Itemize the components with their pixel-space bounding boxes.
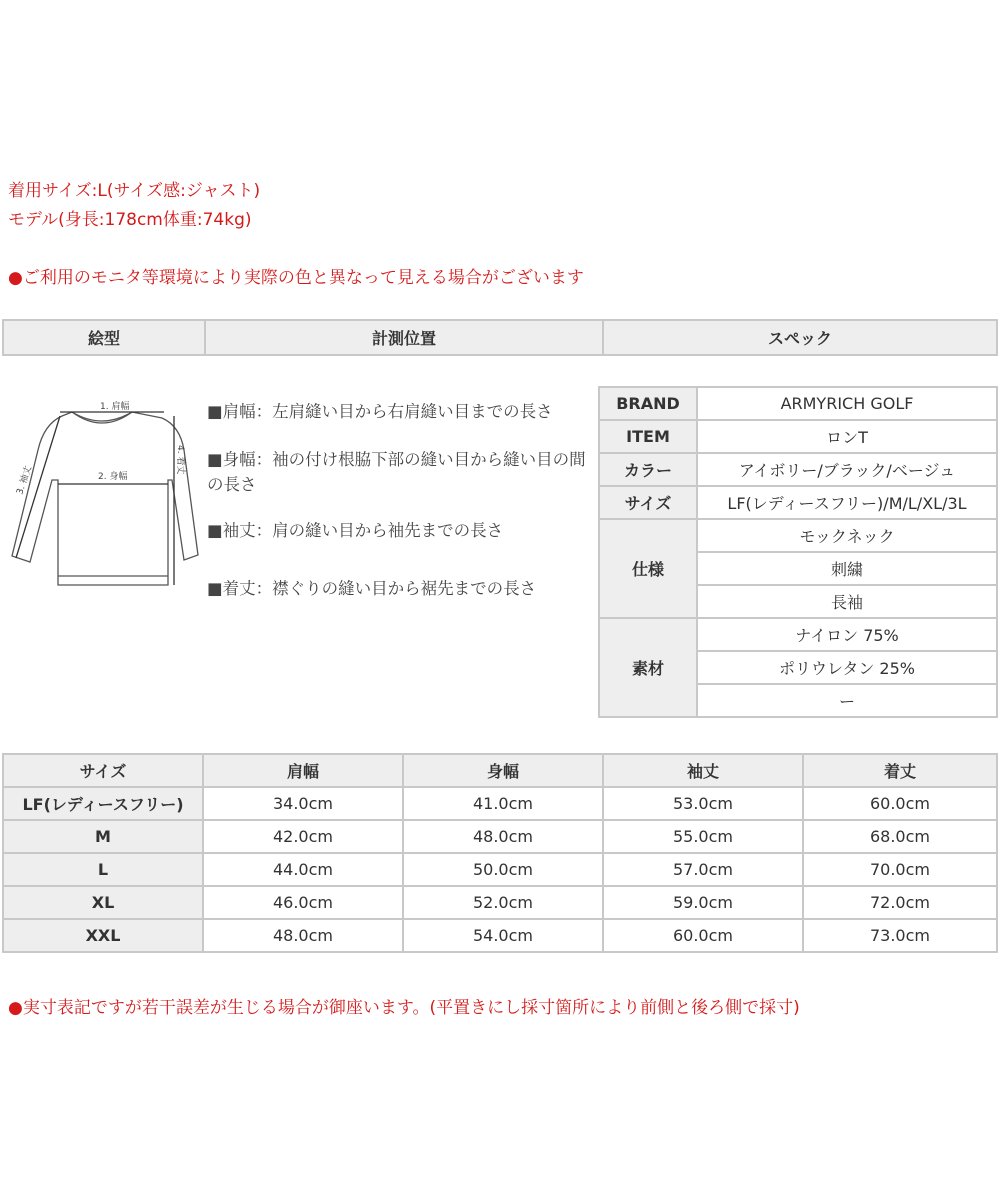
table-row	[3, 820, 997, 853]
measurement-descriptions	[207, 400, 592, 625]
size-header-sleeve: 袖丈	[603, 754, 803, 787]
size-cell: 60.0cm	[803, 787, 997, 820]
size-table	[2, 753, 998, 953]
table-row	[3, 853, 997, 886]
size-header-size: サイズ	[3, 754, 203, 787]
size-cell: 48.0cm	[403, 820, 603, 853]
size-header-shoulder: 肩幅	[203, 754, 403, 787]
spec-brand-label: BRAND	[599, 387, 697, 420]
size-cell: 44.0cm	[203, 853, 403, 886]
desc-sleeve: ■袖丈：肩の縫い目から袖先までの長さ	[207, 521, 504, 541]
spec-size-value: LF(レディースフリー)/M/L/XL/3L	[697, 486, 997, 519]
spec-color-label: カラー	[599, 453, 697, 486]
wearing-size-text: 着用サイズ:L(サイズ感:ジャスト)	[8, 181, 261, 201]
size-name: XL	[3, 886, 203, 919]
size-name: XXL	[3, 919, 203, 952]
size-name: LF(レディースフリー)	[3, 787, 203, 820]
spec-feature-neck: モックネック	[697, 519, 997, 552]
header-pattern: 絵型	[3, 320, 205, 355]
spec-size-label: サイズ	[599, 486, 697, 519]
desc-chest: ■身幅：袖の付け根脇下部の縫い目から縫い目の間の長さ	[207, 449, 586, 494]
desc-shoulder: ■肩幅：左肩縫い目から右肩縫い目までの長さ	[207, 402, 553, 421]
diagram-label-length: 4. 着丈	[175, 445, 185, 475]
table-row	[3, 787, 997, 820]
size-cell: 34.0cm	[203, 787, 403, 820]
section-header-table	[2, 319, 998, 356]
spec-brand-value: ARMYRICH GOLF	[697, 387, 997, 420]
size-cell: 52.0cm	[403, 886, 603, 919]
spec-feature-embroidery: 刺繍	[697, 552, 997, 585]
size-cell: 55.0cm	[603, 820, 803, 853]
size-cell: 50.0cm	[403, 853, 603, 886]
size-cell: 57.0cm	[603, 853, 803, 886]
spec-item-label: ITEM	[599, 420, 697, 453]
table-row	[3, 919, 997, 952]
size-cell: 42.0cm	[203, 820, 403, 853]
spec-color-value: アイボリー/ブラック/ベージュ	[697, 453, 997, 486]
size-header-length: 着丈	[803, 754, 997, 787]
diagram-label-shoulder: 1. 肩幅	[100, 402, 130, 412]
size-cell: 70.0cm	[803, 853, 997, 886]
size-header-chest: 身幅	[403, 754, 603, 787]
spec-material-label: 素材	[599, 618, 697, 717]
model-info-text: モデル(身長:178cm体重:74kg)	[8, 210, 252, 230]
spec-material-nylon: ナイロン 75%	[697, 618, 997, 651]
table-row	[3, 886, 997, 919]
diagram-label-sleeve: 3. 袖丈	[15, 464, 34, 496]
size-name: M	[3, 820, 203, 853]
size-cell: 48.0cm	[203, 919, 403, 952]
size-cell: 54.0cm	[403, 919, 603, 952]
spec-material-empty: ー	[697, 684, 997, 717]
spec-item-value: ロンT	[697, 420, 997, 453]
header-spec: スペック	[603, 320, 997, 355]
spec-table	[598, 386, 998, 718]
size-cell: 68.0cm	[803, 820, 997, 853]
size-cell: 53.0cm	[603, 787, 803, 820]
size-cell: 60.0cm	[603, 919, 803, 952]
size-cell: 72.0cm	[803, 886, 997, 919]
spec-material-polyurethane: ポリウレタン 25%	[697, 651, 997, 684]
measurement-error-note: ●実寸表記ですが若干誤差が生じる場合が御座います。(平置きにし採寸箇所により前側と後ろ側で採寸)	[8, 998, 800, 1018]
size-cell: 59.0cm	[603, 886, 803, 919]
shirt-outline	[12, 412, 198, 585]
desc-length: ■着丈：襟ぐりの縫い目から裾先までの長さ	[207, 579, 537, 598]
header-position: 計測位置	[205, 320, 603, 355]
spec-features-label: 仕様	[599, 519, 697, 618]
spec-feature-sleeve: 長袖	[697, 585, 997, 618]
garment-diagram	[2, 390, 202, 605]
size-cell: 73.0cm	[803, 919, 997, 952]
size-cell: 46.0cm	[203, 886, 403, 919]
size-name: L	[3, 853, 203, 886]
size-cell: 41.0cm	[403, 787, 603, 820]
diagram-label-chest: 2. 身幅	[98, 472, 128, 482]
monitor-color-note: ●ご利用のモニタ等環境により実際の色と異なって見える場合がございます	[8, 268, 584, 288]
